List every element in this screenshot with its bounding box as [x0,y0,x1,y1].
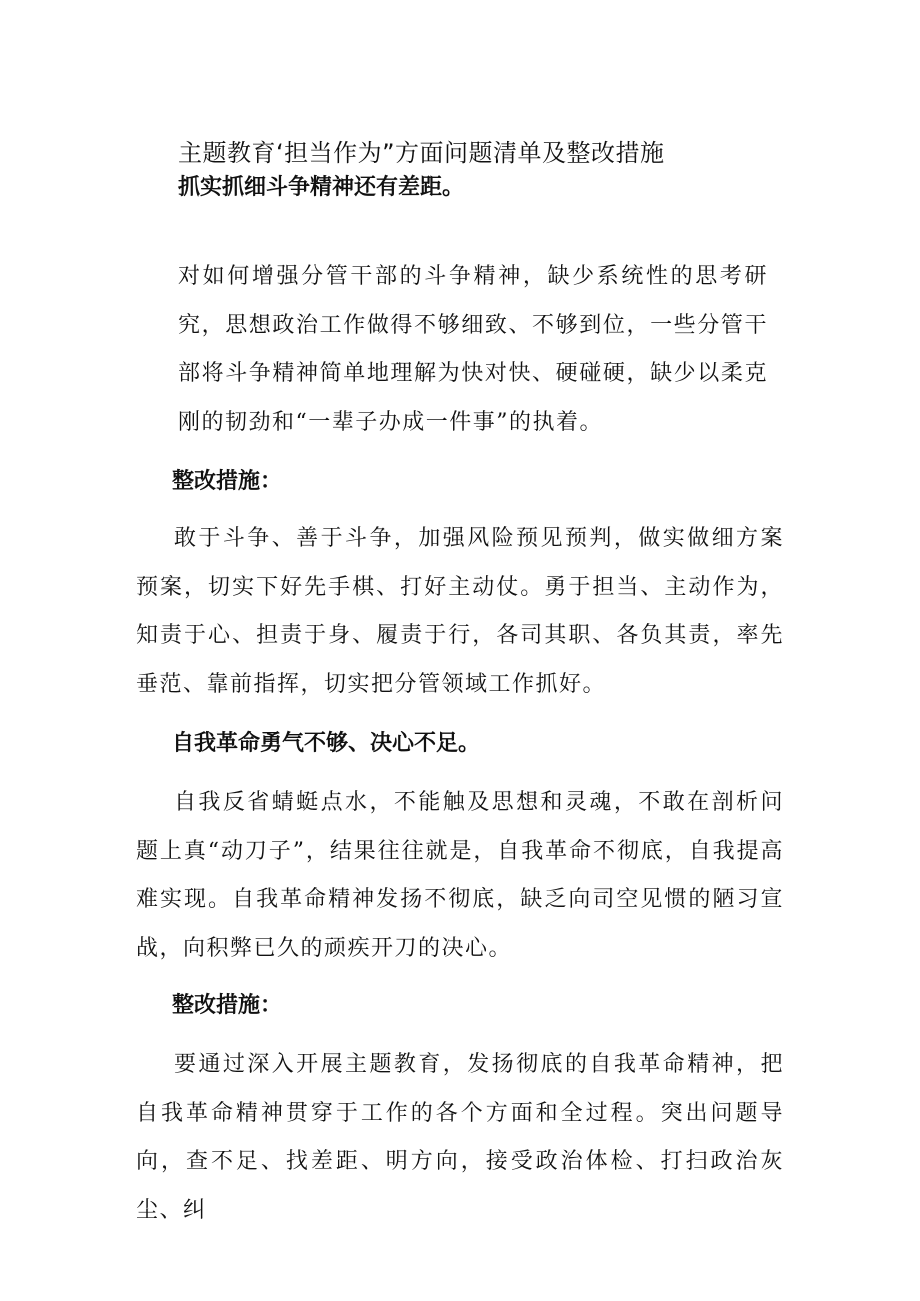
section-text-rectification-1: 敢于斗争、善于斗争，加强风险预见预判，做实做细方案预案，切实下好先手棋、打好主动仗。勇于担当、主动作为，知责于心、担责于身、履责于行，各司其职、各负其责，率先垂范、靠前指挥，切实把分管领域工作抓好。 [136,526,784,697]
section-heading-self-revolution: 自我革命勇气不够、决心不足。 [172,731,481,756]
section-text-rectification-2: 要通过深入开展主题教育，发扬彻底的自我革命精神，把自我革命精神贯穿于工作的各个方面和全过程。突出问题导向，查不足、找差距、明方向，接受政治体检、打扫政治灰尘、纠 [136,1052,784,1223]
section-text-self-revolution: 自我反省蜻蜓点水，不能触及思想和灵魂，不敢在剖析问题上真“动刀子”，结果往往就是，自我革命不彻底，自我提高难实现。自我革命精神发扬不彻底，缺乏向司空见惯的陋习宣战，向积弊已久的顽疾开刀的决心。 [136,790,784,961]
section-heading-rectification-1: 整改措施： [172,469,283,494]
section-text-struggle-spirit: 对如何增强分管干部的斗争精神，缺少系统性的思考研究，思想政治工作做得不够细致、不够到位，一些分管干部将斗争精神简单地理解为快对快、硬碰硬，缺少以柔克刚的韧劲和“一辈子办成一件事”的执着。 [178,264,768,435]
section-heading-struggle-spirit: 抓实抓细斗争精神还有差距。 [178,175,465,200]
document-title: 主题教育‘担当作为”方面问题清单及整改措施 [178,139,665,167]
section-heading-rectification-2: 整改措施： [172,993,283,1018]
